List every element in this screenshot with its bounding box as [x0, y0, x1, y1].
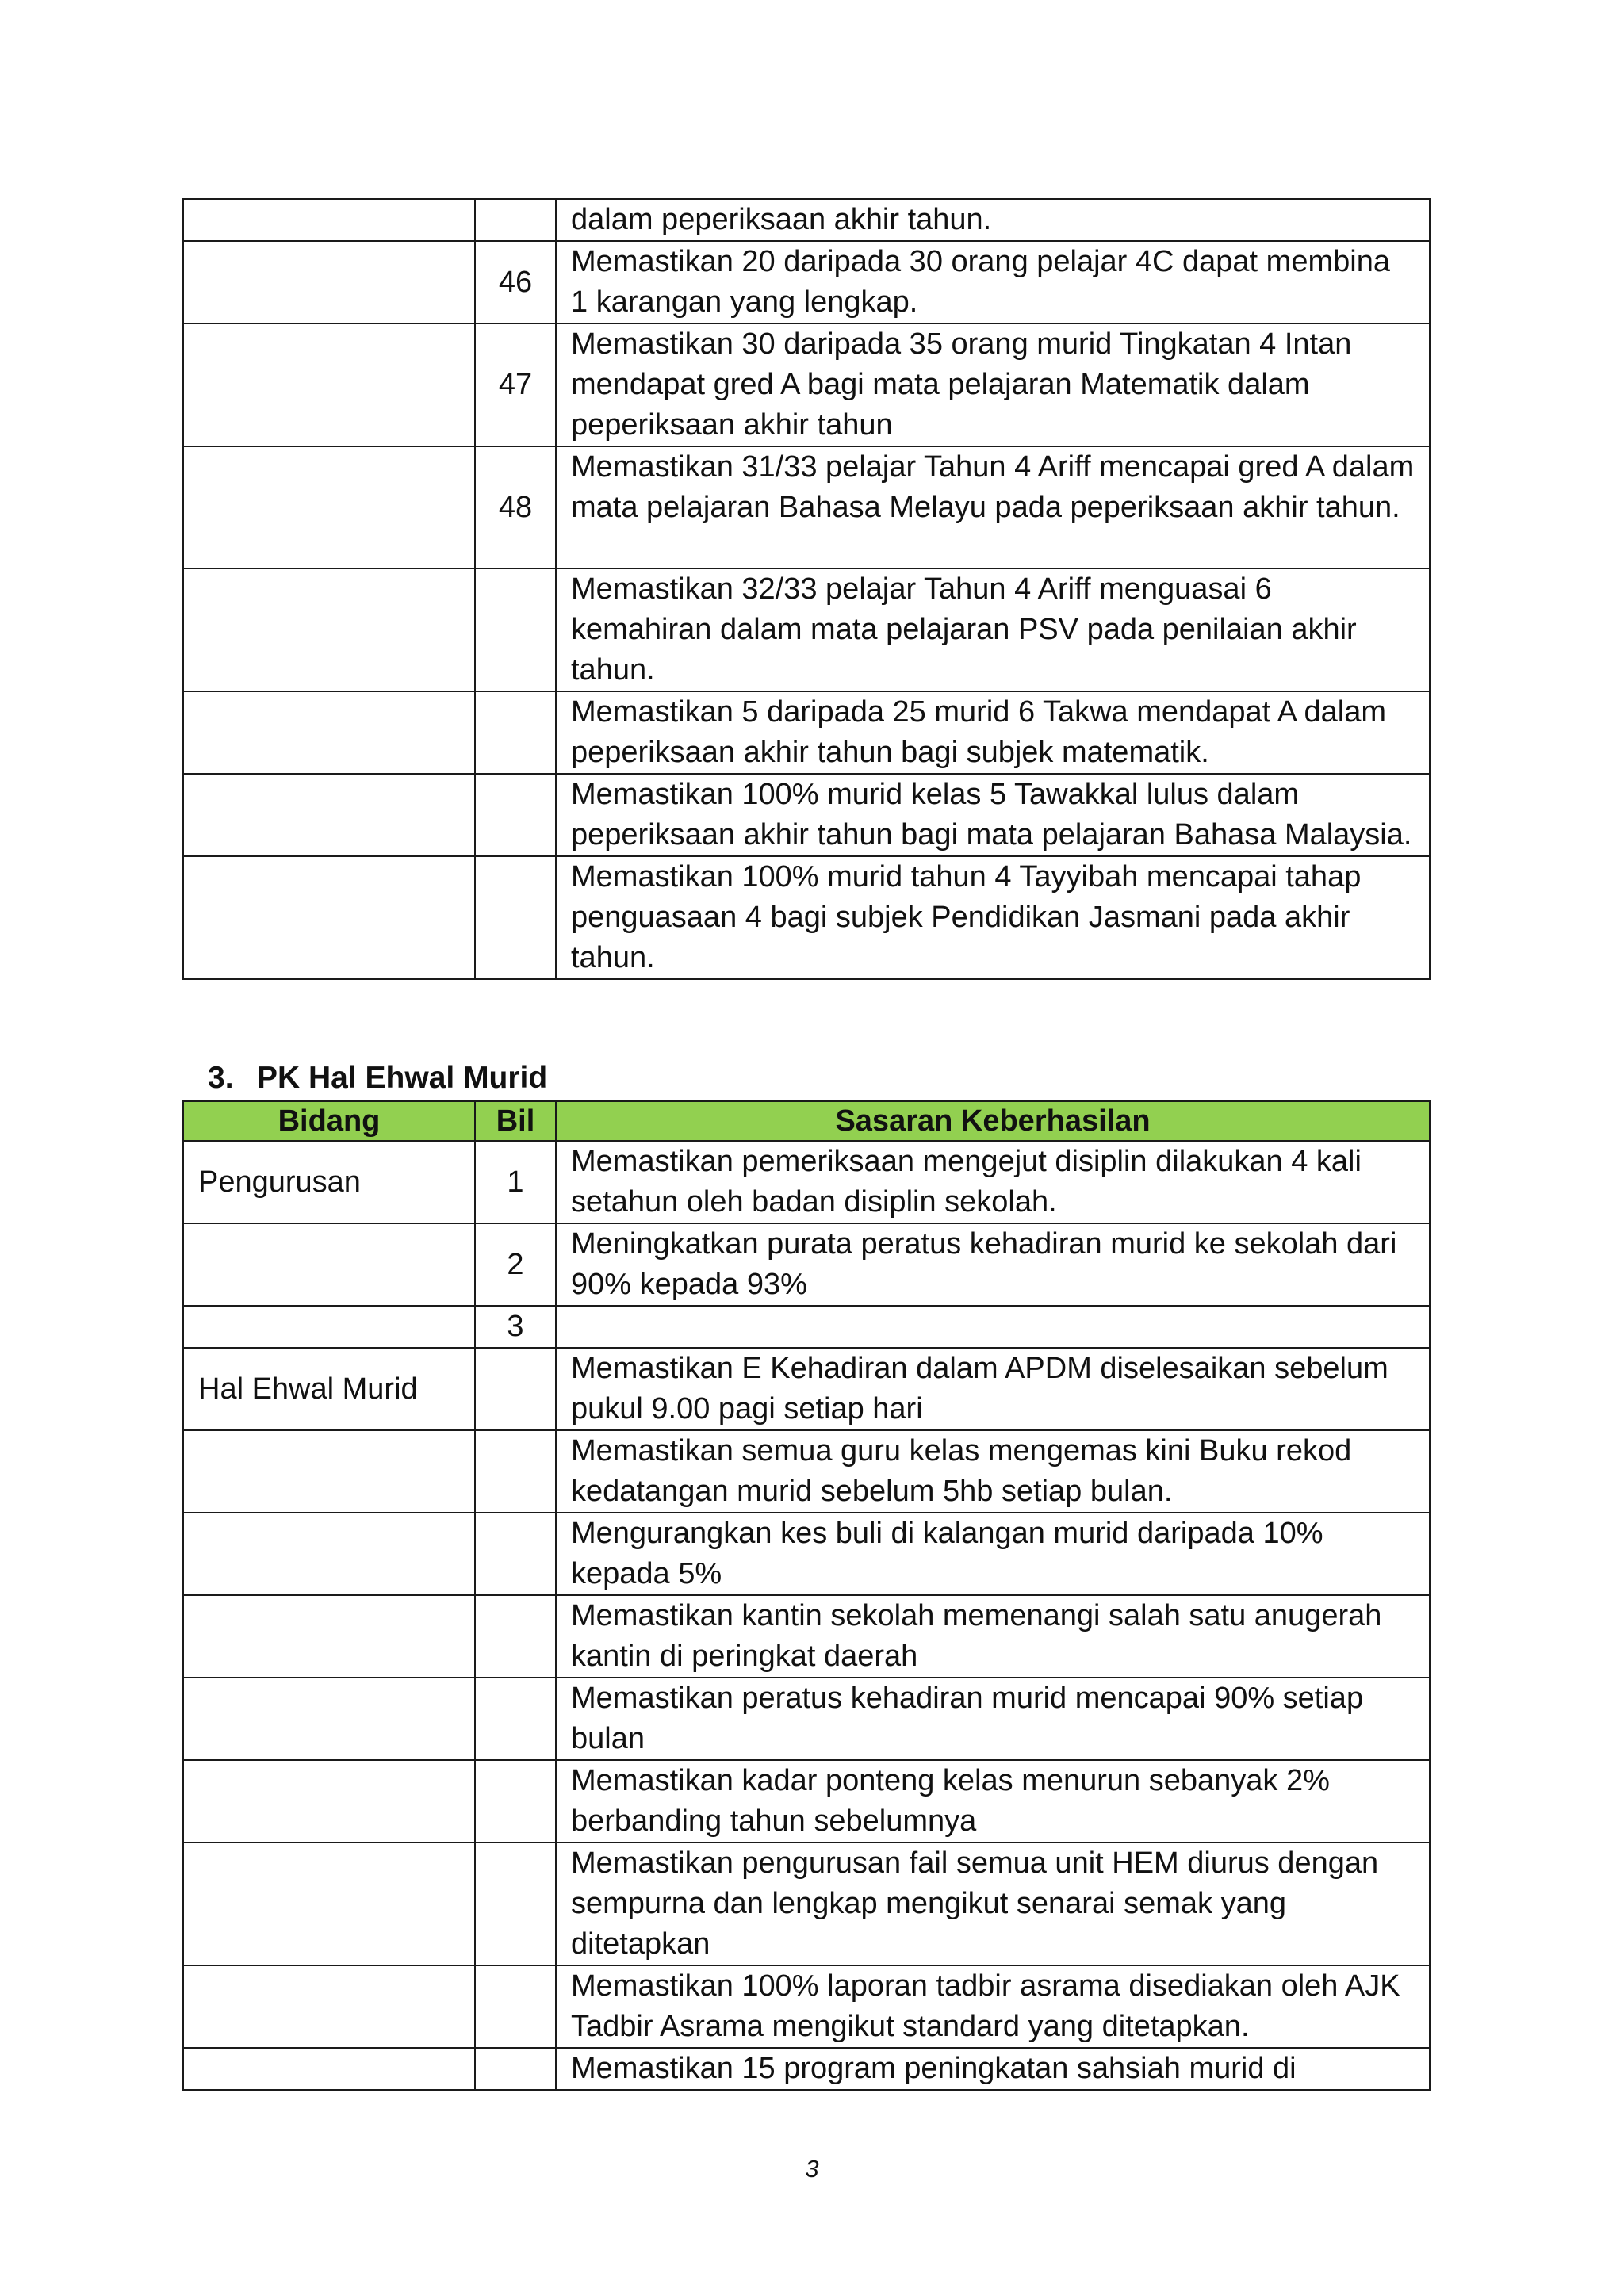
- sasaran-cell: Memastikan pemeriksaan mengejut disiplin dilakukan 4 kali setahun oleh badan disiplin sekolah.: [556, 1141, 1430, 1223]
- sasaran-cell: Memastikan pengurusan fail semua unit HEM diurus dengan sempurna dan lengkap mengikut senarai semak yang ditetapkan: [556, 1843, 1430, 1965]
- sasaran-cell: Memastikan 100% murid kelas 5 Tawakkal lulus dalam peperiksaan akhir tahun bagi mata pelajaran Bahasa Malaysia.: [556, 774, 1430, 856]
- bil-cell: [475, 1760, 556, 1843]
- bidang-cell: [183, 1595, 475, 1678]
- page-number: 3: [805, 2155, 819, 2183]
- bidang-cell: [183, 1760, 475, 1843]
- bidang-cell: [183, 2048, 475, 2090]
- table-row: [183, 774, 1430, 856]
- bil-cell: [475, 1965, 556, 2048]
- sasaran-header: Sasaran Keberhasilan: [556, 1101, 1430, 1141]
- bil-cell: [475, 1678, 556, 1760]
- sasaran-cell: Memastikan 15 program peningkatan sahsiah murid di: [556, 2048, 1430, 2090]
- table-row: [183, 1430, 1430, 1513]
- sasaran-cell: Meningkatkan purata peratus kehadiran murid ke sekolah dari 90% kepada 93%: [556, 1223, 1430, 1306]
- bil-cell: [475, 856, 556, 979]
- bidang-cell: [183, 856, 475, 979]
- sasaran-cell: Memastikan 5 daripada 25 murid 6 Takwa mendapat A dalam peperiksaan akhir tahun bagi subjek matematik.: [556, 691, 1430, 774]
- bil-cell: [475, 1513, 556, 1595]
- table-row: [183, 568, 1430, 691]
- sasaran-cell: Memastikan 31/33 pelajar Tahun 4 Ariff mencapai gred A dalam mata pelajaran Bahasa Melayu pada peperiksaan akhir tahun.: [556, 446, 1430, 568]
- section-heading: [208, 1058, 547, 1098]
- sasaran-cell: Memastikan kantin sekolah memenangi salah satu anugerah kantin di peringkat daerah: [556, 1595, 1430, 1678]
- bil-cell: 47: [475, 323, 556, 446]
- table-row: [183, 1306, 1430, 1348]
- table-row: [183, 241, 1430, 323]
- sasaran-cell: Memastikan 100% laporan tadbir asrama disediakan oleh AJK Tadbir Asrama mengikut standard yang ditetapkan.: [556, 1965, 1430, 2048]
- bil-cell: [475, 1430, 556, 1513]
- table-row: [183, 1678, 1430, 1760]
- sasaran-cell: Mengurangkan kes buli di kalangan murid daripada 10% kepada 5%: [556, 1513, 1430, 1595]
- table-row: [183, 1760, 1430, 1843]
- bidang-cell: [183, 241, 475, 323]
- bidang-cell: Hal Ehwal Murid: [183, 1348, 475, 1430]
- bil-cell: [475, 2048, 556, 2090]
- sasaran-cell: Memastikan 30 daripada 35 orang murid Tingkatan 4 Intan mendapat gred A bagi mata pelajaran Matematik dalam peperiksaan akhir tahun: [556, 323, 1430, 446]
- sasaran-cell: Memastikan semua guru kelas mengemas kini Buku rekod kedatangan murid sebelum 5hb setiap bulan.: [556, 1430, 1430, 1513]
- bil-cell: [475, 199, 556, 241]
- table-row: [183, 1141, 1430, 1223]
- bil-header: Bil: [475, 1101, 556, 1141]
- bidang-cell: [183, 1430, 475, 1513]
- sasaran-cell: [556, 1306, 1430, 1348]
- sasaran-cell: Memastikan 20 daripada 30 orang pelajar 4C dapat membina 1 karangan yang lengkap.: [556, 241, 1430, 323]
- bidang-cell: [183, 691, 475, 774]
- bidang-cell: [183, 1513, 475, 1595]
- table-header-row: [183, 1101, 1430, 1141]
- bidang-cell: [183, 774, 475, 856]
- bil-cell: [475, 568, 556, 691]
- table-row: [183, 1595, 1430, 1678]
- bidang-cell: [183, 199, 475, 241]
- section-number: 3.: [208, 1061, 234, 1095]
- sasaran-cell: Memastikan E Kehadiran dalam APDM diselesaikan sebelum pukul 9.00 pagi setiap hari: [556, 1348, 1430, 1430]
- bidang-cell: [183, 1306, 475, 1348]
- bidang-cell: Pengurusan: [183, 1141, 475, 1223]
- bil-cell: 1: [475, 1141, 556, 1223]
- bil-cell: [475, 1595, 556, 1678]
- targets-table-continued: [182, 198, 1431, 980]
- table-row: [183, 691, 1430, 774]
- bidang-cell: [183, 568, 475, 691]
- bil-cell: [475, 774, 556, 856]
- bidang-cell: [183, 446, 475, 568]
- bidang-cell: [183, 1678, 475, 1760]
- bil-cell: 2: [475, 1223, 556, 1306]
- sasaran-cell: Memastikan kadar ponteng kelas menurun sebanyak 2% berbanding tahun sebelumnya: [556, 1760, 1430, 1843]
- table-row: [183, 1843, 1430, 1965]
- bil-cell: [475, 1348, 556, 1430]
- sasaran-cell: Memastikan peratus kehadiran murid mencapai 90% setiap bulan: [556, 1678, 1430, 1760]
- bil-cell: [475, 1843, 556, 1965]
- table-row: [183, 199, 1430, 241]
- hem-targets-table: [182, 1100, 1431, 2091]
- bil-cell: 3: [475, 1306, 556, 1348]
- bidang-cell: [183, 1223, 475, 1306]
- bil-cell: [475, 691, 556, 774]
- bidang-header: Bidang: [183, 1101, 475, 1141]
- table-row: [183, 323, 1430, 446]
- table-row: [183, 1513, 1430, 1595]
- bil-cell: 46: [475, 241, 556, 323]
- sasaran-cell: dalam peperiksaan akhir tahun.: [556, 199, 1430, 241]
- section-title: PK Hal Ehwal Murid: [257, 1061, 548, 1095]
- table-row: [183, 2048, 1430, 2090]
- table-row: [183, 1348, 1430, 1430]
- bidang-cell: [183, 1843, 475, 1965]
- table-row: [183, 1223, 1430, 1306]
- bidang-cell: [183, 323, 475, 446]
- sasaran-cell: Memastikan 32/33 pelajar Tahun 4 Ariff menguasai 6 kemahiran dalam mata pelajaran PSV pada penilaian akhir tahun.: [556, 568, 1430, 691]
- table-row: [183, 1965, 1430, 2048]
- sasaran-cell: Memastikan 100% murid tahun 4 Tayyibah mencapai tahap penguasaan 4 bagi subjek Pendidikan Jasmani pada akhir tahun.: [556, 856, 1430, 979]
- bil-cell: 48: [475, 446, 556, 568]
- bidang-cell: [183, 1965, 475, 2048]
- table-row: [183, 446, 1430, 568]
- table-row: [183, 856, 1430, 979]
